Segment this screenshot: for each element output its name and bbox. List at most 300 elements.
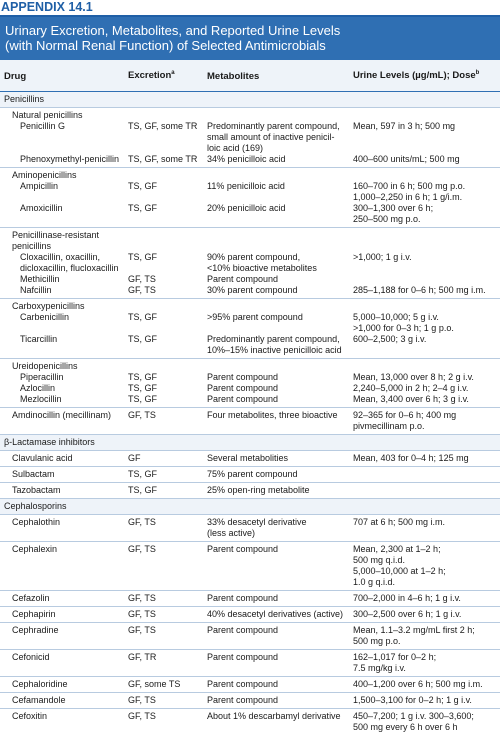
cell-line xyxy=(12,214,120,225)
table-row xyxy=(0,168,500,228)
table-row xyxy=(0,693,500,709)
table-row xyxy=(0,709,500,735)
cell-line xyxy=(128,170,199,181)
urine-level-cell xyxy=(349,499,500,515)
urine-level-cell xyxy=(349,408,500,435)
cell-line: Cefonicid xyxy=(12,652,120,663)
cell-line: β-Lactamase inhibitors xyxy=(4,437,120,448)
urine-level-cell xyxy=(349,483,500,499)
cell-line: 300–1,300 over 6 h; xyxy=(353,203,496,214)
cell-line: TS, GF xyxy=(128,334,199,345)
cell-line: GF, TS xyxy=(128,593,199,604)
urine-level-cell xyxy=(349,677,500,693)
excretion-cell xyxy=(124,515,203,542)
metabolites-cell xyxy=(203,650,349,677)
metabolites-cell xyxy=(203,168,349,228)
urine-level-cell xyxy=(349,435,500,451)
cell-line: Cephalexin xyxy=(12,544,120,555)
cell-line: 30% parent compound xyxy=(207,285,345,296)
drug-cell xyxy=(0,515,124,542)
cell-line: Mean, 2,300 at 1–2 h; xyxy=(353,544,496,555)
appendix-label: APPENDIX 14.1 xyxy=(0,0,500,17)
cell-line: Four metabolites, three bioactive xyxy=(207,410,345,421)
cell-line xyxy=(353,274,496,285)
cell-line xyxy=(128,437,199,448)
cell-line: Ureidopenicillins xyxy=(12,361,120,372)
metabolites-cell xyxy=(203,228,349,299)
table-row xyxy=(0,515,500,542)
cell-line: Predominantly parent compound, xyxy=(207,121,345,132)
header-row xyxy=(0,60,500,92)
cell-line: About 1% descarbamyl derivative xyxy=(207,711,345,722)
urine-level-cell xyxy=(349,228,500,299)
title-line-1: Urinary Excretion, Metabolites, and Reported Urine Levels xyxy=(5,23,494,38)
cell-line: GF, some TS xyxy=(128,679,199,690)
table-row xyxy=(0,483,500,499)
cell-line: Parent compound xyxy=(207,625,345,636)
cell-line: Cephapirin xyxy=(12,609,120,620)
cell-line: Mean, 13,000 over 8 h; 2 g i.v. xyxy=(353,372,496,383)
cell-line xyxy=(353,469,496,480)
urine-level-cell xyxy=(349,467,500,483)
cell-line: GF, TS xyxy=(128,517,199,528)
cell-line: Parent compound xyxy=(207,695,345,706)
cell-line xyxy=(12,143,120,154)
urine-level-cell xyxy=(349,108,500,168)
cell-line: TS, GF xyxy=(128,383,199,394)
urine-level-cell xyxy=(349,168,500,228)
cell-line: >95% parent compound xyxy=(207,312,345,323)
table-row xyxy=(0,591,500,607)
excretion-cell xyxy=(124,451,203,467)
metabolites-cell xyxy=(203,693,349,709)
cell-line: Parent compound xyxy=(207,383,345,394)
metabolites-cell xyxy=(203,623,349,650)
urine-level-cell xyxy=(349,299,500,359)
drug-cell xyxy=(0,228,124,299)
cell-line xyxy=(207,94,345,105)
table-row xyxy=(0,451,500,467)
excretion-cell xyxy=(124,168,203,228)
cell-line xyxy=(128,241,199,252)
cell-line: 90% parent compound, xyxy=(207,252,345,263)
cell-line: Several metabolities xyxy=(207,453,345,464)
cell-line xyxy=(12,663,120,674)
metabolites-cell xyxy=(203,299,349,359)
cell-line: Amoxicillin xyxy=(12,203,120,214)
cell-line xyxy=(128,636,199,647)
cell-line: GF, TS xyxy=(128,544,199,555)
cell-line xyxy=(128,94,199,105)
table-title xyxy=(0,17,500,60)
cell-line: pivmecillinam p.o. xyxy=(353,421,496,432)
cell-line: 500 mg q.i.d. xyxy=(353,555,496,566)
cell-line: Azlocillin xyxy=(12,383,120,394)
cell-line xyxy=(207,323,345,334)
drug-cell xyxy=(0,92,124,108)
cell-line: Cephaloridine xyxy=(12,679,120,690)
cell-line: GF, TR xyxy=(128,652,199,663)
drug-cell xyxy=(0,168,124,228)
cell-line xyxy=(128,192,199,203)
cell-line xyxy=(128,323,199,334)
cell-line: <10% bioactive metabolites xyxy=(207,263,345,274)
cell-line: Cephalothin xyxy=(12,517,120,528)
col-header-excretion: Excretion$^a$ xyxy=(124,60,203,92)
drug-cell xyxy=(0,359,124,408)
cell-line xyxy=(207,663,345,674)
cell-line: 7.5 mg/kg i.v. xyxy=(353,663,496,674)
table-row xyxy=(0,677,500,693)
cell-line: Parent compound xyxy=(207,652,345,663)
cell-line: Penicillin G xyxy=(12,121,120,132)
table-row xyxy=(0,408,500,435)
cell-line xyxy=(207,421,345,432)
urine-level-cell xyxy=(349,650,500,677)
drug-cell xyxy=(0,542,124,591)
cell-line: Carboxypenicillins xyxy=(12,301,120,312)
cell-line xyxy=(128,722,199,733)
cell-line: 400–600 units/mL; 500 mg xyxy=(353,154,496,165)
cell-line xyxy=(207,636,345,647)
cell-line: Amdinocillin (mecillinam) xyxy=(12,410,120,421)
cell-line xyxy=(207,437,345,448)
cell-line xyxy=(128,143,199,154)
cell-line xyxy=(128,361,199,372)
metabolites-cell xyxy=(203,467,349,483)
cell-line: 1.0 g q.i.d. xyxy=(353,577,496,588)
cell-line xyxy=(207,566,345,577)
urine-level-cell xyxy=(349,693,500,709)
metabolites-cell xyxy=(203,515,349,542)
cell-line: GF, TS xyxy=(128,711,199,722)
cell-line xyxy=(353,263,496,274)
cell-line: Parent compound xyxy=(207,274,345,285)
cell-line: TS, GF xyxy=(128,485,199,496)
cell-line: TS, GF xyxy=(128,203,199,214)
cell-line: 1,000–2,250 in 6 h; 1 g/i.m. xyxy=(353,192,496,203)
cell-line: Parent compound xyxy=(207,544,345,555)
excretion-cell xyxy=(124,677,203,693)
cell-line xyxy=(12,421,120,432)
table-row xyxy=(0,108,500,168)
cell-line: Cloxacillin, oxacillin, xyxy=(12,252,120,263)
cell-line xyxy=(353,230,496,241)
cell-line xyxy=(207,241,345,252)
cell-line: 34% penicilloic acid xyxy=(207,154,345,165)
excretion-cell xyxy=(124,650,203,677)
cell-line: 10%–15% inactive penicilloic acid xyxy=(207,345,345,356)
cell-line xyxy=(12,192,120,203)
cell-line: Mean, 597 in 3 h; 500 mg xyxy=(353,121,496,132)
cell-line: Penicillins xyxy=(4,94,120,105)
metabolites-cell xyxy=(203,677,349,693)
cell-line xyxy=(128,263,199,274)
urine-level-cell xyxy=(349,451,500,467)
urine-level-cell xyxy=(349,542,500,591)
cell-line: Cephalosporins xyxy=(4,501,120,512)
cell-line: TS, GF, some TR xyxy=(128,121,199,132)
urine-level-cell xyxy=(349,709,500,735)
cell-line: 20% penicilloic acid xyxy=(207,203,345,214)
cell-line xyxy=(128,663,199,674)
cell-line: Tazobactam xyxy=(12,485,120,496)
cell-line xyxy=(353,241,496,252)
cell-line xyxy=(353,437,496,448)
cell-line: 500 mg p.o. xyxy=(353,636,496,647)
cell-line xyxy=(207,722,345,733)
cell-line xyxy=(128,110,199,121)
cell-line xyxy=(353,528,496,539)
urine-level-cell xyxy=(349,607,500,623)
col-header-metabolites: Metabolites xyxy=(203,60,349,92)
cell-line xyxy=(207,577,345,588)
cell-line: GF xyxy=(128,453,199,464)
cell-line: 33% desacetyl derivative xyxy=(207,517,345,528)
cell-line: Phenoxymethyl-penicillin xyxy=(12,154,120,165)
excretion-cell xyxy=(124,607,203,623)
cell-line: 92–365 for 0–6 h; 400 mg xyxy=(353,410,496,421)
metabolites-cell xyxy=(203,408,349,435)
cell-line: TS, GF xyxy=(128,469,199,480)
cell-line: Cephradine xyxy=(12,625,120,636)
cell-line: Mean, 3,400 over 6 h; 3 g i.v. xyxy=(353,394,496,405)
cell-line xyxy=(128,421,199,432)
cell-line: small amount of inactive penicil- xyxy=(207,132,345,143)
cell-line: GF, TS xyxy=(128,695,199,706)
cell-line xyxy=(353,132,496,143)
drug-cell xyxy=(0,467,124,483)
cell-line: 162–1,017 for 0–2 h; xyxy=(353,652,496,663)
cell-line: GF, TS xyxy=(128,609,199,620)
cell-line: 600–2,500; 3 g i.v. xyxy=(353,334,496,345)
cell-line: dicloxacillin, flucloxacillin xyxy=(12,263,120,274)
drug-cell xyxy=(0,451,124,467)
excretion-cell xyxy=(124,408,203,435)
cell-line xyxy=(128,501,199,512)
cell-line: 40% desacetyl derivatives (active) xyxy=(207,609,345,620)
cell-line xyxy=(12,636,120,647)
urine-level-cell xyxy=(349,92,500,108)
table-row xyxy=(0,542,500,591)
metabolites-cell xyxy=(203,92,349,108)
cell-line: Carbenicillin xyxy=(12,312,120,323)
cell-line: Parent compound xyxy=(207,679,345,690)
section-row xyxy=(0,435,500,451)
cell-line: Penicillinase-resistant xyxy=(12,230,120,241)
drug-cell xyxy=(0,623,124,650)
cell-line xyxy=(128,345,199,356)
cell-line xyxy=(353,170,496,181)
cell-line: 400–1,200 over 6 h; 500 mg i.m. xyxy=(353,679,496,690)
cell-line: 450–7,200; 1 g i.v. 300–3,600; xyxy=(353,711,496,722)
cell-line xyxy=(128,214,199,225)
cell-line xyxy=(207,501,345,512)
cell-line xyxy=(12,722,120,733)
cell-line xyxy=(128,132,199,143)
cell-line: 160–700 in 6 h; 500 mg p.o. xyxy=(353,181,496,192)
cell-line: penicillins xyxy=(12,241,120,252)
drug-cell xyxy=(0,607,124,623)
excretion-cell xyxy=(124,499,203,515)
urine-level-cell xyxy=(349,515,500,542)
drug-cell xyxy=(0,435,124,451)
cell-line: Parent compound xyxy=(207,372,345,383)
cell-line: TS, GF xyxy=(128,181,199,192)
drug-cell xyxy=(0,650,124,677)
drug-cell xyxy=(0,709,124,735)
cell-line xyxy=(353,110,496,121)
excretion-cell xyxy=(124,591,203,607)
cell-line: Clavulanic acid xyxy=(12,453,120,464)
cell-line xyxy=(207,170,345,181)
cell-line: 707 at 6 h; 500 mg i.m. xyxy=(353,517,496,528)
cell-line: Ticarcillin xyxy=(12,334,120,345)
cell-line xyxy=(207,361,345,372)
cell-line: 300–2,500 over 6 h; 1 g i.v. xyxy=(353,609,496,620)
table-row xyxy=(0,607,500,623)
cell-line: TS, GF xyxy=(128,394,199,405)
cell-line: Sulbactam xyxy=(12,469,120,480)
urine-level-cell xyxy=(349,359,500,408)
section-row xyxy=(0,499,500,515)
drug-cell xyxy=(0,299,124,359)
metabolites-cell xyxy=(203,607,349,623)
cell-line: loic acid (169) xyxy=(207,143,345,154)
urine-level-cell xyxy=(349,591,500,607)
cell-line: TS, GF xyxy=(128,372,199,383)
table-row xyxy=(0,650,500,677)
cell-line xyxy=(207,214,345,225)
table-row xyxy=(0,359,500,408)
cell-line xyxy=(128,528,199,539)
cell-line xyxy=(128,566,199,577)
cell-line: Parent compound xyxy=(207,394,345,405)
metabolites-cell xyxy=(203,709,349,735)
cell-line xyxy=(128,301,199,312)
drug-cell xyxy=(0,408,124,435)
table-row xyxy=(0,467,500,483)
metabolites-cell xyxy=(203,499,349,515)
excretion-cell xyxy=(124,359,203,408)
cell-line: TS, GF xyxy=(128,312,199,323)
col-header-urine-levels: Urine Levels (µg/mL); Dose$^b$ xyxy=(349,60,500,92)
cell-line: Natural penicillins xyxy=(12,110,120,121)
cell-line xyxy=(353,345,496,356)
cell-line: 2,240–5,000 in 2 h; 2–4 g i.v. xyxy=(353,383,496,394)
cell-line: Cefazolin xyxy=(12,593,120,604)
excretion-cell xyxy=(124,709,203,735)
cell-line: Predominantly parent compound, xyxy=(207,334,345,345)
cell-line xyxy=(128,230,199,241)
cell-line: 11% penicilloic acid xyxy=(207,181,345,192)
cell-line: 75% parent compound xyxy=(207,469,345,480)
cell-line: TS, GF, some TR xyxy=(128,154,199,165)
cell-line xyxy=(353,361,496,372)
metabolites-cell xyxy=(203,435,349,451)
cell-line xyxy=(353,94,496,105)
drug-cell xyxy=(0,499,124,515)
metabolites-cell xyxy=(203,542,349,591)
section-row xyxy=(0,92,500,108)
cell-line xyxy=(353,301,496,312)
cell-line: GF, TS xyxy=(128,625,199,636)
drug-cell xyxy=(0,693,124,709)
cell-line: GF, TS xyxy=(128,285,199,296)
cell-line: Methicillin xyxy=(12,274,120,285)
cell-line xyxy=(12,577,120,588)
cell-line: >1,000; 1 g i.v. xyxy=(353,252,496,263)
excretion-cell xyxy=(124,623,203,650)
metabolites-cell xyxy=(203,451,349,467)
cell-line xyxy=(12,345,120,356)
excretion-cell xyxy=(124,542,203,591)
cell-line xyxy=(207,192,345,203)
drug-cell xyxy=(0,108,124,168)
cell-line xyxy=(12,555,120,566)
excretion-cell xyxy=(124,299,203,359)
metabolites-cell xyxy=(203,591,349,607)
antimicrobials-table xyxy=(0,60,500,735)
urine-level-cell xyxy=(349,623,500,650)
cell-line: GF, TS xyxy=(128,274,199,285)
cell-line: (less active) xyxy=(207,528,345,539)
col-header-drug: Drug xyxy=(0,60,124,92)
cell-line xyxy=(128,555,199,566)
drug-cell xyxy=(0,483,124,499)
cell-line: Cefoxitin xyxy=(12,711,120,722)
title-line-2: (with Normal Renal Function) of Selected Antimicrobials xyxy=(5,38,494,53)
cell-line xyxy=(12,566,120,577)
cell-line: Mezlocillin xyxy=(12,394,120,405)
drug-cell xyxy=(0,591,124,607)
excretion-cell xyxy=(124,693,203,709)
cell-line: 1,500–3,100 for 0–2 h; 1 g i.v. xyxy=(353,695,496,706)
metabolites-cell xyxy=(203,108,349,168)
excretion-cell xyxy=(124,467,203,483)
cell-line xyxy=(12,528,120,539)
cell-line: 500 mg every 6 h over 6 h xyxy=(353,722,496,733)
cell-line: Cefamandole xyxy=(12,695,120,706)
table-row xyxy=(0,623,500,650)
cell-line xyxy=(207,301,345,312)
cell-line xyxy=(353,501,496,512)
cell-line: 285–1,188 for 0–6 h; 500 mg i.m. xyxy=(353,285,496,296)
cell-line xyxy=(353,143,496,154)
cell-line xyxy=(12,132,120,143)
cell-line: Aminopenicillins xyxy=(12,170,120,181)
cell-line: 25% open-ring metabolite xyxy=(207,485,345,496)
excretion-cell xyxy=(124,483,203,499)
cell-line xyxy=(207,230,345,241)
metabolites-cell xyxy=(203,359,349,408)
excretion-cell xyxy=(124,435,203,451)
excretion-cell xyxy=(124,228,203,299)
table-body xyxy=(0,92,500,735)
cell-line: Piperacillin xyxy=(12,372,120,383)
cell-line: >1,000 for 0–3 h; 1 g p.o. xyxy=(353,323,496,334)
cell-line xyxy=(353,485,496,496)
metabolites-cell xyxy=(203,483,349,499)
cell-line: Nafcillin xyxy=(12,285,120,296)
cell-line: 700–2,000 in 4–6 h; 1 g i.v. xyxy=(353,593,496,604)
cell-line xyxy=(207,555,345,566)
cell-line: Mean, 1.1–3.2 mg/mL first 2 h; xyxy=(353,625,496,636)
cell-line: 5,000–10,000 at 1–2 h; xyxy=(353,566,496,577)
cell-line: GF, TS xyxy=(128,410,199,421)
cell-line: 250–500 mg p.o. xyxy=(353,214,496,225)
table-row xyxy=(0,228,500,299)
